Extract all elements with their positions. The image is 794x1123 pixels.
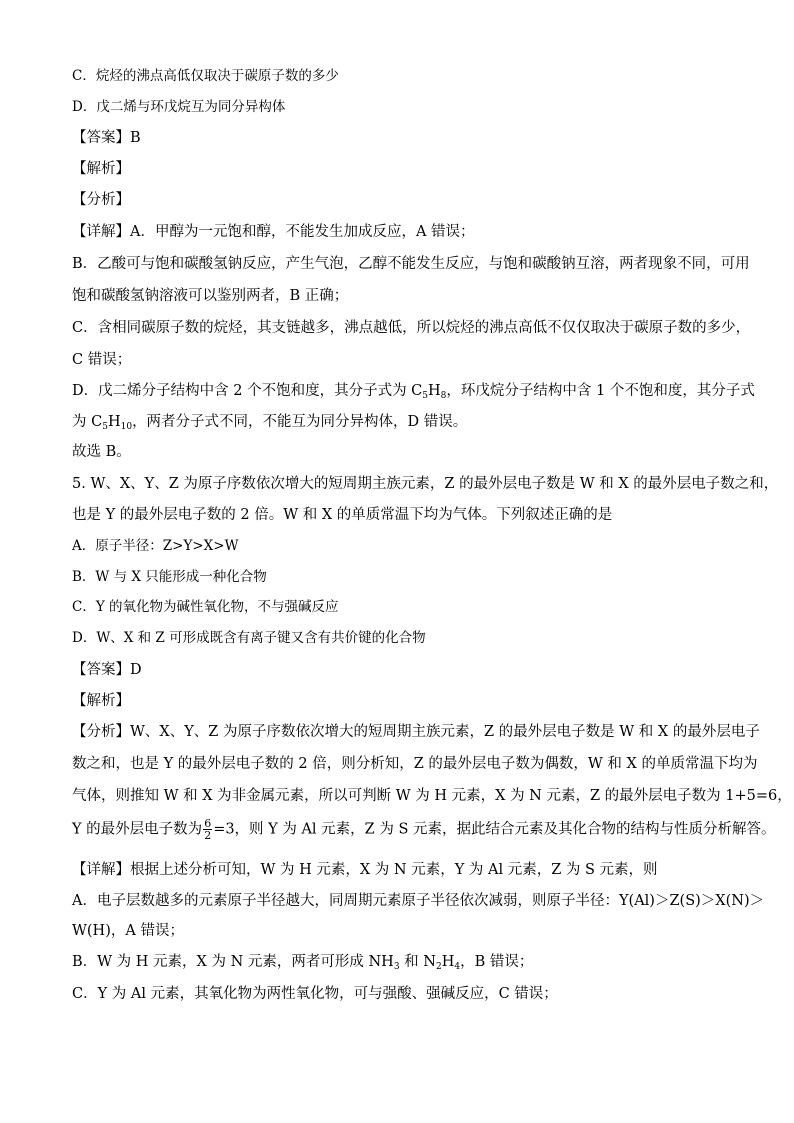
option-c-text: C．烷烃的沸点高低仅取决于碳原子数的多少	[72, 68, 339, 84]
explanation-label: 【解析】	[72, 161, 130, 177]
q5-option-d: D．W、X 和 Z 可形成既含有离子键又含有共价键的化合物	[72, 630, 426, 646]
detail-c-line2: C 错误；	[72, 352, 132, 368]
q5-detail-a-line2: W(H)，A 错误；	[72, 923, 184, 939]
answer-label: 【答案】B	[72, 130, 141, 146]
detail-a: 【详解】A．甲醇为一元饱和醇，不能发生加成反应，A 错误；	[72, 224, 475, 240]
q5-detail-b: B．W 为 H 元素，X 为 N 元素，两者可形成 $NH_3$ 和 $N_2H_4$，B 错误；	[72, 954, 534, 972]
question-5-line2: 也是 Y 的最外层电子数的 2 倍。W 和 X 的单质常温下均为气体。下列叙述正确的是	[72, 507, 613, 523]
conclusion-text: 故选 B。	[72, 444, 131, 460]
detail-b-line2: 饱和碳酸氢钠溶液可以鉴别两者，B 正确；	[72, 288, 349, 304]
detail-b-line1: B．乙酸可与饱和碳酸氢钠反应，产生气泡，乙醇不能发生反应，与饱和碳酸钠互溶，两者现象不同，可用	[72, 256, 750, 272]
q5-option-b: B．W 与 X 只能形成一种化合物	[72, 569, 267, 585]
q5-detail-c: C．Y 为 Al 元素，其氧化物为两性氧化物，可与强酸、强碱反应，C 错误；	[72, 986, 558, 1002]
q5-analysis-line1: 【分析】W、X、Y、Z 为原子序数依次增大的短周期主族元素，Z 的最外层电子数是 W 和 X 的最外层电子	[72, 724, 760, 740]
q5-answer-label: 【答案】D	[72, 662, 142, 678]
question-5-line1: 5. W、X、Y、Z 为原子序数依次增大的短周期主族元素，Z 的最外层电子数是 W 和 X 的最外层电子数之和，	[72, 476, 779, 492]
q5-option-a: A．原子半径：Z>Y>X>W	[72, 538, 239, 554]
q5-explanation-label: 【解析】	[72, 693, 130, 709]
q5-option-c: C．Y 的氧化物为碱性氧化物，不与强碱反应	[72, 599, 339, 615]
option-d-text: D．戊二烯与环戊烷互为同分异构体	[72, 99, 286, 115]
q5-analysis-line3: 气体，则推知 W 和 X 为非金属元素，所以可判断 W 为 H 元素，X 为 N 元素，Z 的最外层电子数为 1+5=6，	[72, 788, 792, 804]
detail-d-line2: 为 $C_5H_{10}$，两者分子式不同，不能互为同分异构体，D 错误。	[72, 414, 468, 432]
q5-detail-a-line1: A．电子层数越多的元素原子半径越大，同周期元素原子半径依次减弱，则原子半径：Y(Al)＞Z(S)＞X(N)＞	[72, 893, 765, 909]
detail-d-line1: D．戊二烯分子结构中含 2 个不饱和度，其分子式为 $C_5H_8$，环戊烷分子结构中含 1 个不饱和度，其分子式	[72, 383, 755, 401]
detail-c-line1: C．含相同碳原子数的烷烃，其支链越多，沸点越低，所以烷烃的沸点高低不仅仅取决于碳原子数的多少，	[72, 320, 751, 336]
q5-analysis-line2: 数之和，也是 Y 的最外层电子数的 2 倍，则分析知，Z 的最外层电子数为偶数，W 和 X 的单质常温下均为	[72, 756, 758, 772]
fraction: $\frac{6}{2}$	[204, 817, 212, 842]
q5-detail-intro: 【详解】根据上述分析可知，W 为 H 元素，X 为 N 元素，Y 为 Al 元素，Z 为 S 元素，则	[72, 862, 658, 878]
q5-analysis-line4: Y 的最外层电子数为 $\frac{6}{2}$ =3，则 Y 为 Al 元素，Z 为 S 元素，据此结合元素及其化合物的结构与性质分析解答。	[72, 817, 776, 842]
analysis-label: 【分析】	[72, 192, 130, 208]
